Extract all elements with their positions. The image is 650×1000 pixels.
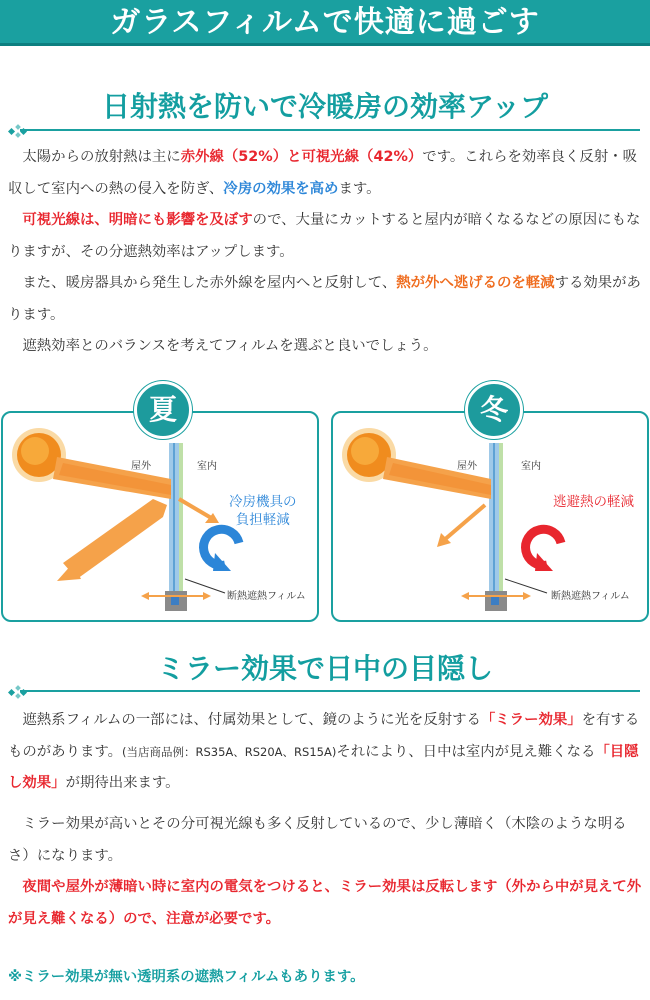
- section1-title: 日射熱を防いで冷暖房の効率アップ: [101, 90, 549, 123]
- section1-paragraph-3: また、暖房器具から発生した赤外線を屋内へと反射して、熱が外へ逃げるのを軽減する効果があります。: [8, 275, 641, 323]
- section2-paragraph-3: 夜間や屋外が薄暗い時に室内の電気をつけると、ミラー効果は反転します（外から中が見えて外が見え難くなる）ので、注意が必要です。: [8, 879, 642, 927]
- section2-title: ミラー効果で日中の目隠し: [156, 652, 493, 685]
- section2-underline: [20, 690, 640, 692]
- summer-callout: 冷房機具の 負担軽減: [229, 494, 297, 528]
- winter-diagram: [331, 411, 649, 622]
- section1-paragraph-2: 可視光線は、明暗にも影響を及ぼすので、大量にカットすると屋内が暗くなるなどの原因にもなりますが、その分遮熱効率はアップします。: [8, 212, 641, 260]
- footnote: ※ミラー効果が無い透明系の遮熱フィルムもあります。: [8, 969, 365, 985]
- diamond-ornament-icon: [8, 685, 28, 699]
- page-title: ガラスフィルムで快適に過ごす: [110, 5, 540, 40]
- diamond-ornament-icon: [8, 124, 28, 138]
- winter-badge: 冬: [465, 381, 523, 439]
- inside-label: 室内: [521, 461, 541, 472]
- summer-badge: 夏: [134, 381, 192, 439]
- film-label: 断熱遮熱フィルム: [551, 591, 630, 602]
- winter-callout: 逃避熱の軽減: [553, 494, 634, 510]
- section1-underline: [20, 129, 640, 131]
- page-header: [0, 0, 650, 46]
- outside-label: 屋外: [457, 461, 477, 472]
- section2-paragraph-1: 遮熱系フィルムの一部には、付属効果として、鏡のように光を反射する「ミラー効果」を有するものがあります。(当店商品例：RS35A、RS20A、RS15A)それにより、日中は室内が見え難くなる「目隠し効果」が期待出来ます。: [8, 712, 640, 791]
- section2-paragraph-2: ミラー効果が高いとその分可視光線も多く反射しているので、少し薄暗く（木陰のような明るさ）になります。: [8, 816, 627, 864]
- outside-label: 屋外: [131, 461, 151, 472]
- section1-paragraph-4: 遮熱効率とのバランスを考えてフィルムを選ぶと良いでしょう。: [8, 338, 438, 354]
- inside-label: 室内: [197, 461, 217, 472]
- summer-diagram: [1, 411, 319, 622]
- section1-paragraph-1: 太陽からの放射熱は主に赤外線（52%）と可視光線（42%）です。これらを効率良く反射・吸収して室内への熱の侵入を防ぎ、冷房の効果を高めます。: [8, 149, 637, 197]
- film-label: 断熱遮熱フィルム: [227, 591, 306, 602]
